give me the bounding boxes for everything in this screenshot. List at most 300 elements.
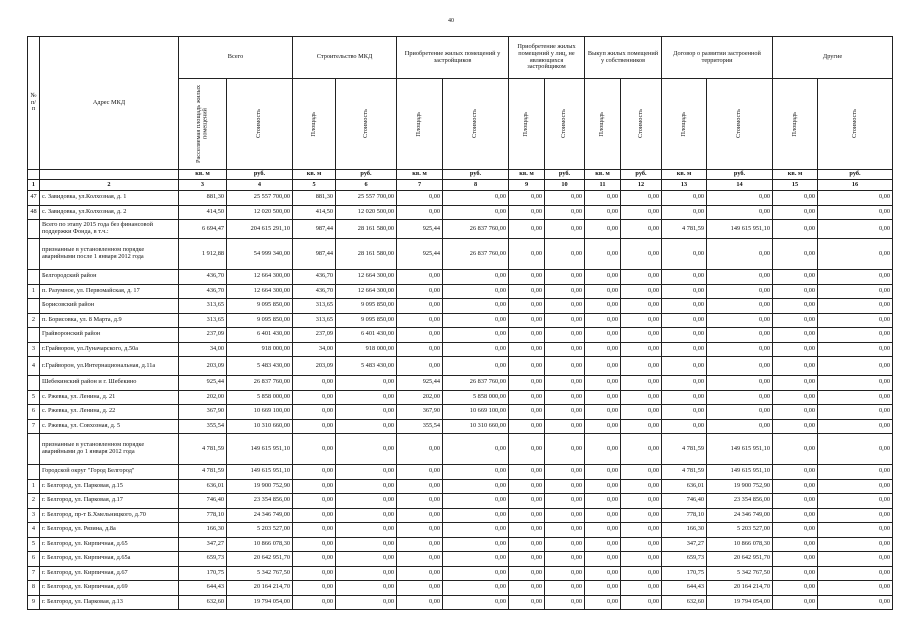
row-value: 12 020 500,00 <box>336 205 397 220</box>
row-value: 203,09 <box>179 357 227 376</box>
subheader-cost: Стоимость <box>545 79 585 170</box>
row-value: 746,40 <box>179 494 227 509</box>
row-value: 414,50 <box>179 205 227 220</box>
row-value: 0,00 <box>336 465 397 480</box>
row-value: 0,00 <box>397 313 443 328</box>
row-value: 0,00 <box>509 270 545 285</box>
row-address: г. Белгород, ул. Кирпичная, д.67 <box>40 566 179 581</box>
row-value: 881,30 <box>179 191 227 206</box>
row-value: 237,09 <box>179 328 227 343</box>
row-number: 3 <box>28 508 40 523</box>
row-value: 0,00 <box>621 284 662 299</box>
row-address: с. Ржевка, ул. Ленина, д. 22 <box>40 405 179 420</box>
row-value: 0,00 <box>509 595 545 610</box>
row-value: 0,00 <box>773 479 818 494</box>
row-value: 0,00 <box>397 434 443 465</box>
row-value: 0,00 <box>397 537 443 552</box>
subheader-cost: Стоимость <box>621 79 662 170</box>
subheader-cost: Стоимость <box>443 79 509 170</box>
row-value: 0,00 <box>336 566 397 581</box>
row-value: 34,00 <box>293 342 336 357</box>
row-value: 19 794 054,00 <box>227 595 293 610</box>
row-address: г. Белгород, ул. Кирпичная, д.65 <box>40 537 179 552</box>
row-value: 0,00 <box>397 595 443 610</box>
row-address: п. Разумное, ул. Первомайская, д. 17 <box>40 284 179 299</box>
row-address: с. Ржевка, ул. Совхозная, д. 5 <box>40 419 179 434</box>
row-number: 2 <box>28 494 40 509</box>
row-value: 0,00 <box>707 390 773 405</box>
row-value: 0,00 <box>818 566 893 581</box>
row-value: 0,00 <box>773 376 818 391</box>
row-value: 367,90 <box>179 405 227 420</box>
row-value: 25 557 700,00 <box>227 191 293 206</box>
row-value: 0,00 <box>707 239 773 270</box>
row-value: 0,00 <box>818 205 893 220</box>
row-value: 0,00 <box>707 342 773 357</box>
row-value: 925,44 <box>397 220 443 239</box>
row-value: 0,00 <box>818 357 893 376</box>
row-value: 778,10 <box>662 508 707 523</box>
row-number <box>28 220 40 239</box>
row-value: 5 342 767,50 <box>707 566 773 581</box>
row-value: 0,00 <box>621 479 662 494</box>
row-value: 0,00 <box>818 270 893 285</box>
row-value: 0,00 <box>443 494 509 509</box>
row-value: 10 866 078,30 <box>227 537 293 552</box>
row-address: п. Борисовка, ул. 8 Марта, д.9 <box>40 313 179 328</box>
row-value: 10 866 078,30 <box>707 537 773 552</box>
subheader-cost: Стоимость <box>227 79 293 170</box>
row-value: 0,00 <box>545 270 585 285</box>
row-value: 10 669 100,00 <box>227 405 293 420</box>
row-value: 170,75 <box>179 566 227 581</box>
row-address: г. Белгород, ул. Кирпичная, д.65а <box>40 552 179 567</box>
row-value: 0,00 <box>585 479 621 494</box>
row-value: 0,00 <box>545 191 585 206</box>
row-value: 10 669 100,00 <box>443 405 509 420</box>
row-value: 632,60 <box>662 595 707 610</box>
row-value: 0,00 <box>509 284 545 299</box>
row-value: 632,60 <box>179 595 227 610</box>
row-value: 0,00 <box>585 434 621 465</box>
row-value: 0,00 <box>336 405 397 420</box>
row-value: 0,00 <box>397 523 443 538</box>
row-number <box>28 465 40 480</box>
row-value: 28 161 580,00 <box>336 239 397 270</box>
row-value: 24 346 749,00 <box>707 508 773 523</box>
row-value: 0,00 <box>773 390 818 405</box>
row-value: 0,00 <box>818 191 893 206</box>
table-row <box>28 523 893 538</box>
row-value: 23 354 856,00 <box>707 494 773 509</box>
row-value: 0,00 <box>443 299 509 314</box>
row-value: 0,00 <box>397 191 443 206</box>
row-value: 0,00 <box>662 342 707 357</box>
row-value: 0,00 <box>773 595 818 610</box>
row-value: 0,00 <box>443 205 509 220</box>
row-address: Городской округ "Город Белгород" <box>40 465 179 480</box>
row-value: 0,00 <box>336 595 397 610</box>
header-address: Адрес МКД <box>40 37 179 170</box>
row-value: 0,00 <box>545 376 585 391</box>
row-value: 0,00 <box>336 376 397 391</box>
page-number: 40 <box>448 18 454 24</box>
table-row <box>28 419 893 434</box>
row-value: 0,00 <box>773 523 818 538</box>
row-value: 0,00 <box>773 220 818 239</box>
subheader-area: Площадь <box>773 79 818 170</box>
table-row <box>28 581 893 596</box>
row-value: 0,00 <box>336 419 397 434</box>
row-value: 166,30 <box>179 523 227 538</box>
row-value: 12 664 300,00 <box>227 284 293 299</box>
row-value: 0,00 <box>545 205 585 220</box>
row-value: 25 557 700,00 <box>336 191 397 206</box>
row-value: 19 794 054,00 <box>707 595 773 610</box>
row-value: 0,00 <box>585 419 621 434</box>
row-value: 19 900 752,90 <box>707 479 773 494</box>
row-value: 0,00 <box>585 552 621 567</box>
subheader-cost: Стоимость <box>818 79 893 170</box>
row-value: 20 642 951,70 <box>227 552 293 567</box>
table-row <box>28 284 893 299</box>
row-value: 0,00 <box>818 523 893 538</box>
subheader-area: Площадь <box>509 79 545 170</box>
row-value: 0,00 <box>585 299 621 314</box>
row-value: 0,00 <box>818 299 893 314</box>
header-buy-dev: Приобретение жилых помещений у застройщиков <box>397 37 509 79</box>
row-value: 5 342 767,50 <box>227 566 293 581</box>
row-value: 0,00 <box>621 508 662 523</box>
row-number <box>28 434 40 465</box>
row-value: 204 615 291,10 <box>227 220 293 239</box>
row-value: 313,65 <box>179 299 227 314</box>
row-value: 0,00 <box>773 284 818 299</box>
row-value: 0,00 <box>509 405 545 420</box>
row-value: 0,00 <box>662 205 707 220</box>
row-value: 4 781,59 <box>179 465 227 480</box>
row-value: 0,00 <box>443 595 509 610</box>
row-value: 636,01 <box>662 479 707 494</box>
row-value: 0,00 <box>818 508 893 523</box>
row-value: 0,00 <box>662 357 707 376</box>
row-value: 0,00 <box>585 191 621 206</box>
row-value: 0,00 <box>336 390 397 405</box>
row-value: 0,00 <box>621 494 662 509</box>
row-value: 5 483 430,00 <box>336 357 397 376</box>
row-value: 0,00 <box>585 376 621 391</box>
row-value: 0,00 <box>293 537 336 552</box>
row-value: 0,00 <box>545 342 585 357</box>
row-value: 918 000,00 <box>336 342 397 357</box>
table-row <box>28 313 893 328</box>
row-value: 925,44 <box>397 376 443 391</box>
row-value: 0,00 <box>443 284 509 299</box>
row-value: 0,00 <box>662 313 707 328</box>
row-value: 0,00 <box>509 479 545 494</box>
row-value: 0,00 <box>545 523 585 538</box>
row-number: 3 <box>28 342 40 357</box>
row-value: 0,00 <box>818 552 893 567</box>
table-row <box>28 239 893 270</box>
row-value: 0,00 <box>443 357 509 376</box>
row-value: 0,00 <box>585 284 621 299</box>
row-value: 0,00 <box>443 508 509 523</box>
row-value: 0,00 <box>509 299 545 314</box>
row-value: 0,00 <box>509 342 545 357</box>
row-number: 1 <box>28 479 40 494</box>
row-value: 436,70 <box>293 270 336 285</box>
row-value: 0,00 <box>443 523 509 538</box>
table-row <box>28 299 893 314</box>
row-value: 0,00 <box>621 419 662 434</box>
row-value: 0,00 <box>585 465 621 480</box>
row-number <box>28 239 40 270</box>
row-value: 12 664 300,00 <box>227 270 293 285</box>
column-numbers-row: 1 2 3 4 5 6 7 8 9 10 11 12 13 14 15 16 <box>28 180 893 191</box>
row-value: 0,00 <box>818 537 893 552</box>
row-value: 0,00 <box>707 284 773 299</box>
row-value: 166,30 <box>662 523 707 538</box>
row-value: 0,00 <box>585 581 621 596</box>
subheader-area: Площадь <box>397 79 443 170</box>
row-value: 0,00 <box>707 376 773 391</box>
row-value: 20 164 214,70 <box>227 581 293 596</box>
row-value: 0,00 <box>621 299 662 314</box>
row-value: 881,30 <box>293 191 336 206</box>
row-value: 5 483 430,00 <box>227 357 293 376</box>
row-value: 0,00 <box>662 419 707 434</box>
row-value: 0,00 <box>293 581 336 596</box>
row-value: 54 999 340,00 <box>227 239 293 270</box>
subheader-area: Площадь <box>662 79 707 170</box>
row-value: 0,00 <box>585 523 621 538</box>
row-number: 7 <box>28 566 40 581</box>
row-value: 0,00 <box>585 357 621 376</box>
row-value: 313,65 <box>293 299 336 314</box>
row-value: 0,00 <box>707 357 773 376</box>
row-number: 6 <box>28 552 40 567</box>
row-value: 0,00 <box>545 313 585 328</box>
row-value: 0,00 <box>773 239 818 270</box>
row-number: 1 <box>28 284 40 299</box>
row-value: 925,44 <box>397 239 443 270</box>
row-value: 0,00 <box>443 328 509 343</box>
row-value: 149 615 951,10 <box>227 465 293 480</box>
row-value: 0,00 <box>707 299 773 314</box>
row-value: 0,00 <box>509 465 545 480</box>
table-row <box>28 220 893 239</box>
row-value: 0,00 <box>509 566 545 581</box>
row-value: 12 664 300,00 <box>336 284 397 299</box>
table-row <box>28 494 893 509</box>
row-value: 0,00 <box>773 357 818 376</box>
row-address: г.Грайворон, ул.Интернациональная, д.11а <box>40 357 179 376</box>
row-value: 0,00 <box>509 434 545 465</box>
subheader-resettled: Расселяемая площадь жилых помещений <box>179 79 227 170</box>
row-value: 0,00 <box>397 299 443 314</box>
row-value: 0,00 <box>818 328 893 343</box>
row-value: 0,00 <box>443 434 509 465</box>
row-value: 202,00 <box>397 390 443 405</box>
row-value: 0,00 <box>621 342 662 357</box>
row-value: 0,00 <box>773 270 818 285</box>
row-value: 0,00 <box>773 342 818 357</box>
row-address: Белгородский район <box>40 270 179 285</box>
row-value: 0,00 <box>818 220 893 239</box>
row-value: 20 642 951,70 <box>707 552 773 567</box>
row-value: 149 615 951,10 <box>707 434 773 465</box>
table-row <box>28 270 893 285</box>
row-value: 0,00 <box>773 299 818 314</box>
subheader-area: Площадь <box>585 79 621 170</box>
row-value: 9 095 850,00 <box>227 313 293 328</box>
row-value: 0,00 <box>545 552 585 567</box>
row-value: 4 781,59 <box>662 465 707 480</box>
row-value: 0,00 <box>293 494 336 509</box>
row-value: 0,00 <box>621 581 662 596</box>
row-value: 0,00 <box>773 419 818 434</box>
row-number <box>28 270 40 285</box>
row-value: 0,00 <box>397 205 443 220</box>
row-value: 0,00 <box>293 376 336 391</box>
row-value: 0,00 <box>545 328 585 343</box>
row-value: 925,44 <box>179 376 227 391</box>
row-value: 0,00 <box>707 205 773 220</box>
row-value: 0,00 <box>509 328 545 343</box>
row-value: 4 781,59 <box>179 434 227 465</box>
row-value: 0,00 <box>293 523 336 538</box>
row-value: 0,00 <box>585 313 621 328</box>
row-value: 0,00 <box>293 508 336 523</box>
row-value: 0,00 <box>509 494 545 509</box>
row-value: 0,00 <box>443 191 509 206</box>
row-value: 0,00 <box>621 390 662 405</box>
row-value: 170,75 <box>662 566 707 581</box>
row-address: г. Белгород, ул. Парковая, д.13 <box>40 595 179 610</box>
row-value: 0,00 <box>293 390 336 405</box>
row-value: 149 615 951,10 <box>227 434 293 465</box>
header-build: Строительство МКД <box>293 37 397 79</box>
row-value: 0,00 <box>509 239 545 270</box>
row-value: 367,90 <box>397 405 443 420</box>
row-value: 5 203 527,00 <box>707 523 773 538</box>
row-value: 0,00 <box>773 552 818 567</box>
row-number: 9 <box>28 595 40 610</box>
row-address: Шебекинский район и г. Шебекино <box>40 376 179 391</box>
row-value: 0,00 <box>707 270 773 285</box>
row-value: 0,00 <box>773 405 818 420</box>
row-value: 644,43 <box>662 581 707 596</box>
units-row: кв. м руб. кв. м руб. кв. м руб. кв. м руб. кв. м руб. кв. м руб. кв. м руб. <box>28 170 893 180</box>
row-value: 0,00 <box>336 537 397 552</box>
row-value: 19 900 752,90 <box>227 479 293 494</box>
row-value: 0,00 <box>818 390 893 405</box>
row-number: 5 <box>28 537 40 552</box>
table-row <box>28 537 893 552</box>
row-value: 0,00 <box>336 581 397 596</box>
row-value: 9 095 850,00 <box>227 299 293 314</box>
header-buyout: Выкуп жилых помещений у собственников <box>585 37 662 79</box>
row-value: 0,00 <box>773 465 818 480</box>
row-address: Борисовский район <box>40 299 179 314</box>
row-value: 918 000,00 <box>227 342 293 357</box>
row-value: 0,00 <box>397 357 443 376</box>
row-value: 0,00 <box>818 376 893 391</box>
row-value: 0,00 <box>443 566 509 581</box>
row-value: 0,00 <box>773 313 818 328</box>
row-value: 355,54 <box>397 419 443 434</box>
row-address: г. Белгород, ул. Парковая, д.15 <box>40 479 179 494</box>
row-value: 0,00 <box>773 205 818 220</box>
row-address: признанные в установленном порядке аварийными после 1 января 2012 года <box>40 239 179 270</box>
row-value: 0,00 <box>773 581 818 596</box>
row-address: Всего по этапу 2015 года без финансовой поддержки Фонда, в т.ч.: <box>40 220 179 239</box>
row-number <box>28 376 40 391</box>
row-number: 8 <box>28 581 40 596</box>
row-value: 0,00 <box>662 390 707 405</box>
row-value: 0,00 <box>662 405 707 420</box>
row-value: 0,00 <box>621 313 662 328</box>
row-value: 0,00 <box>509 508 545 523</box>
row-value: 0,00 <box>818 465 893 480</box>
row-value: 0,00 <box>621 537 662 552</box>
row-value: 0,00 <box>818 342 893 357</box>
row-number: 5 <box>28 390 40 405</box>
table-row <box>28 552 893 567</box>
row-value: 0,00 <box>621 465 662 480</box>
row-value: 0,00 <box>818 313 893 328</box>
row-value: 0,00 <box>545 595 585 610</box>
row-value: 0,00 <box>585 405 621 420</box>
row-value: 0,00 <box>397 284 443 299</box>
row-value: 0,00 <box>545 357 585 376</box>
row-value: 0,00 <box>621 357 662 376</box>
row-value: 0,00 <box>662 191 707 206</box>
row-address: Грайворонский район <box>40 328 179 343</box>
row-value: 0,00 <box>545 494 585 509</box>
row-value: 0,00 <box>585 342 621 357</box>
row-value: 0,00 <box>293 552 336 567</box>
row-value: 4 781,59 <box>662 434 707 465</box>
row-value: 0,00 <box>773 537 818 552</box>
row-value: 355,54 <box>179 419 227 434</box>
row-value: 0,00 <box>397 552 443 567</box>
table-row <box>28 191 893 206</box>
row-value: 0,00 <box>443 581 509 596</box>
row-value: 0,00 <box>585 494 621 509</box>
row-value: 0,00 <box>336 479 397 494</box>
row-value: 659,73 <box>179 552 227 567</box>
row-value: 0,00 <box>293 595 336 610</box>
row-value: 0,00 <box>773 191 818 206</box>
table-row <box>28 508 893 523</box>
row-value: 0,00 <box>621 328 662 343</box>
row-value: 26 837 760,00 <box>443 239 509 270</box>
row-value: 0,00 <box>397 581 443 596</box>
row-value: 436,70 <box>179 270 227 285</box>
row-value: 20 164 214,70 <box>707 581 773 596</box>
row-value: 0,00 <box>621 523 662 538</box>
row-value: 0,00 <box>545 419 585 434</box>
row-value: 26 837 760,00 <box>443 220 509 239</box>
row-value: 0,00 <box>509 419 545 434</box>
row-value: 0,00 <box>545 405 585 420</box>
row-value: 10 310 660,00 <box>227 419 293 434</box>
row-address: признанные в установленном порядке аварийными до 1 января 2012 года <box>40 434 179 465</box>
row-value: 0,00 <box>443 537 509 552</box>
row-value: 0,00 <box>443 270 509 285</box>
